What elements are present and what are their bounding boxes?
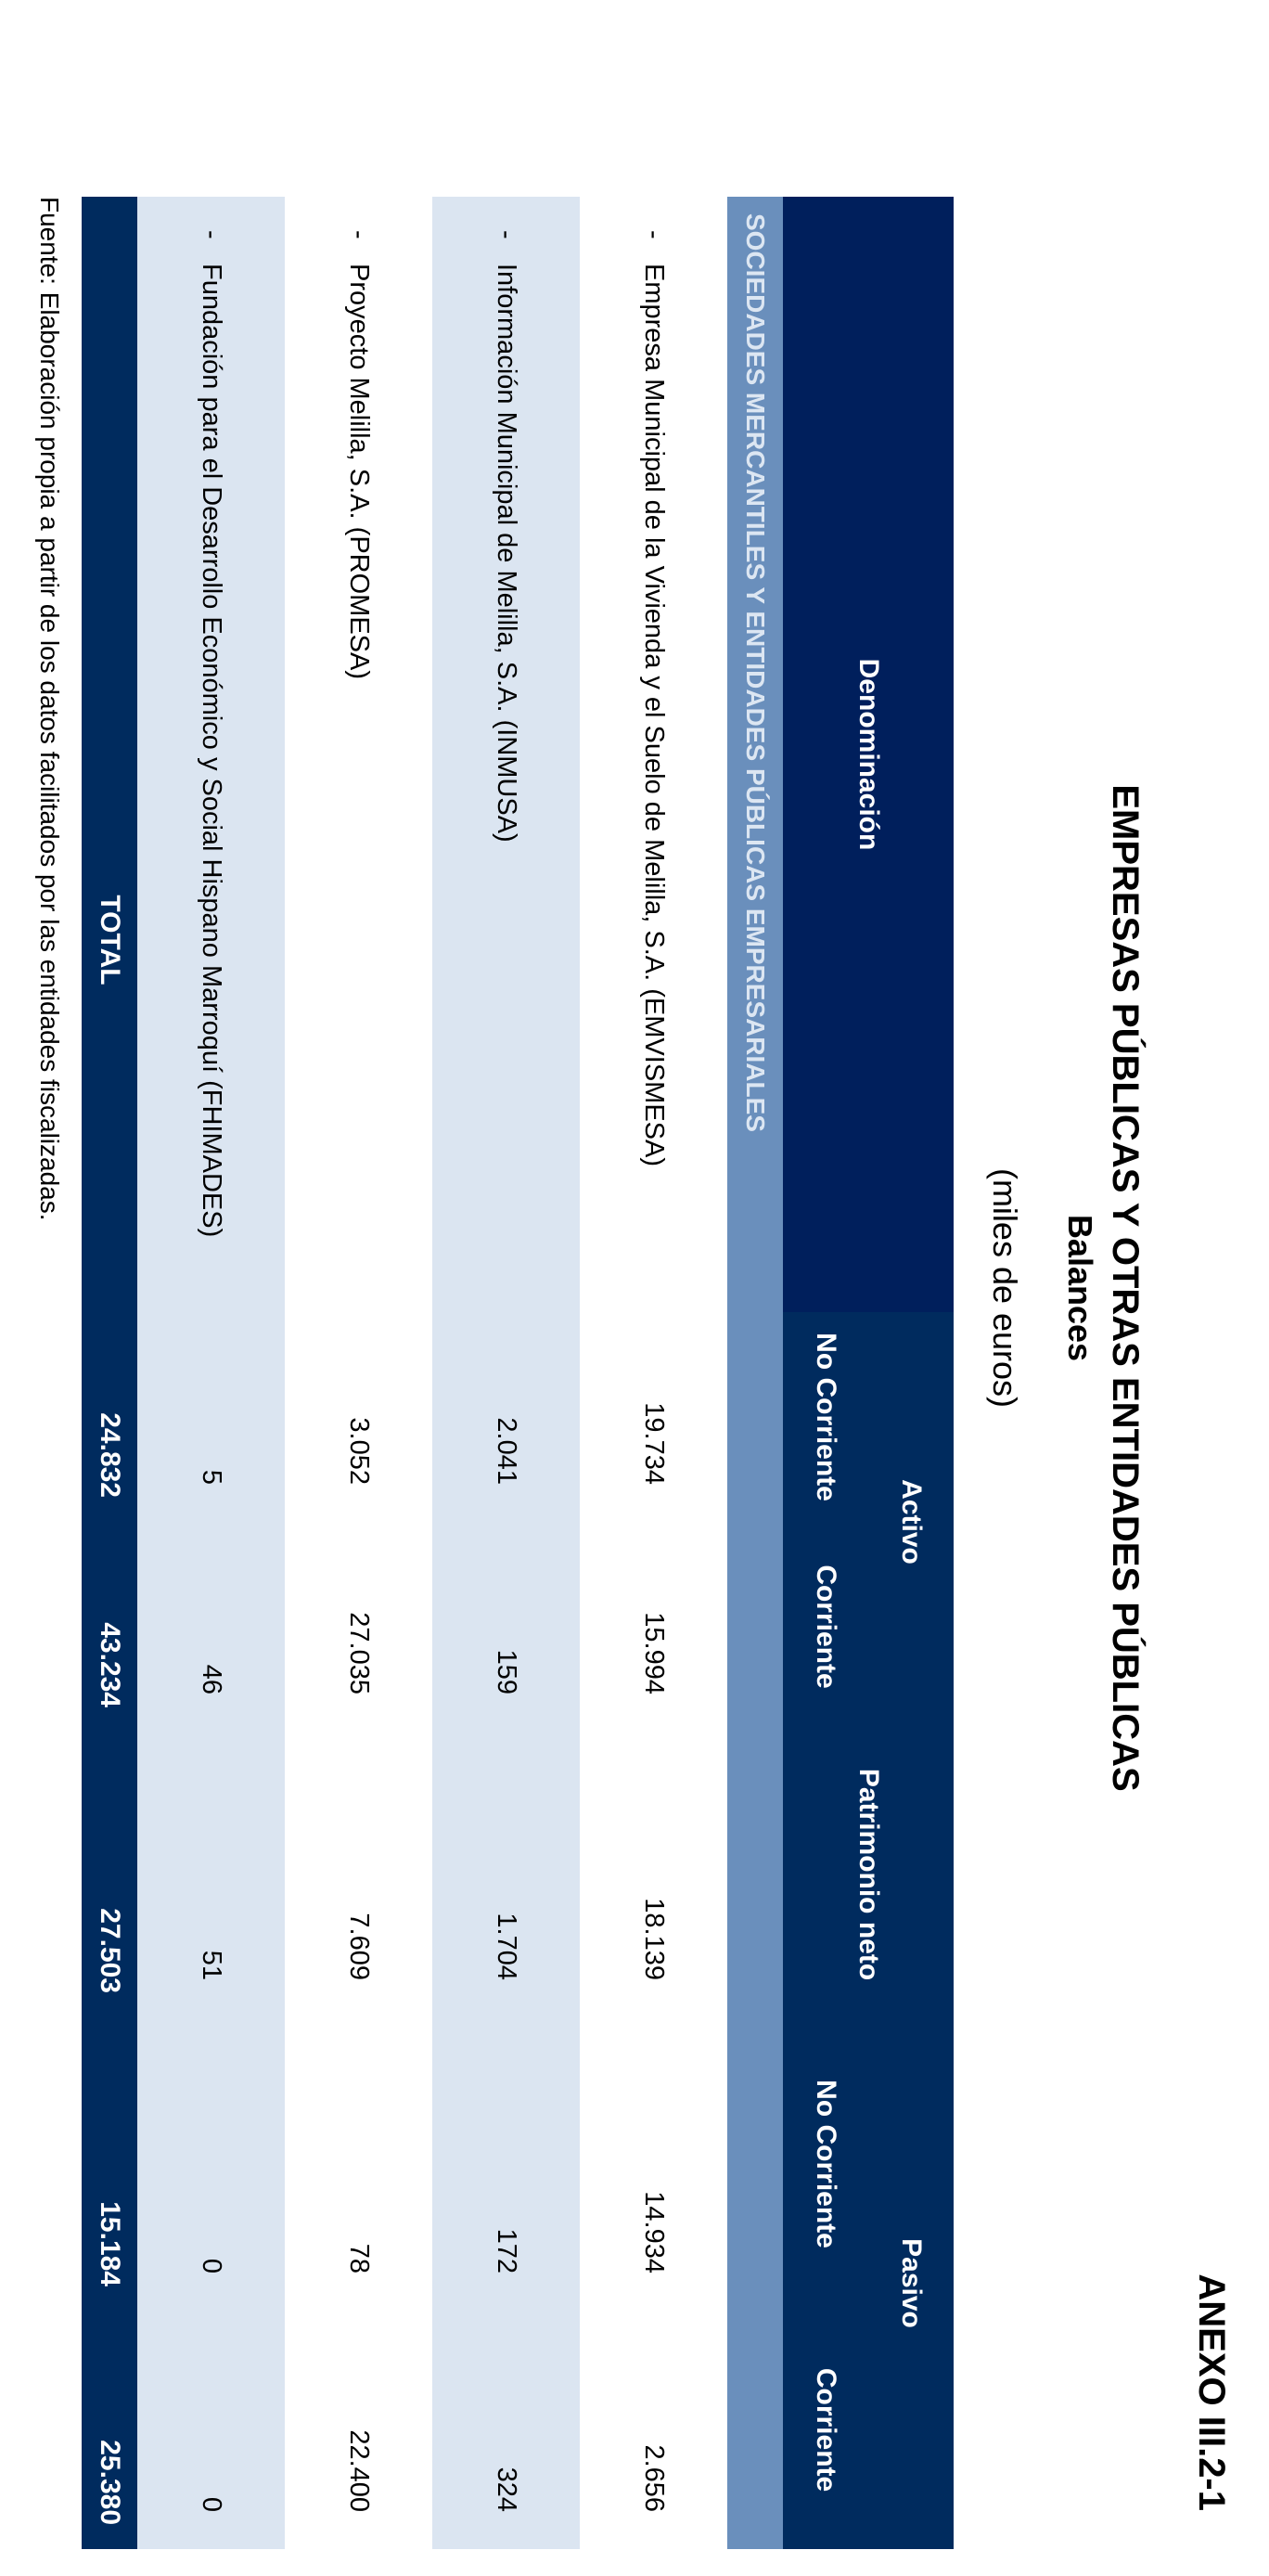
header-pasivo-no-corriente: No Corriente [783,2017,868,2311]
section-label: SOCIEDADES MERCANTILES Y ENTIDADES PÚBLICAS EMPRESARIALES [727,197,783,1312]
header-row-top [868,197,954,2549]
cell-activo-no-corriente: 3.052 [285,1312,432,1522]
cell-patrimonio-neto: 1.704 [432,1732,580,2017]
row-bullet: - [197,230,226,239]
cell-pasivo-corriente: 324 [432,2311,580,2549]
table-row [137,197,285,2549]
row-label [137,197,285,1312]
table-row [285,197,432,2549]
cell-patrimonio-neto: 7.609 [285,1732,432,2017]
cell-activo-no-corriente: 5 [137,1312,285,1522]
balances-table [82,197,954,2549]
cell-pasivo-no-corriente: 172 [432,2017,580,2311]
row-bullet: - [492,230,521,239]
cell-pasivo-corriente: 2.656 [580,2311,727,2549]
row-label [432,197,580,1312]
total-row [82,197,137,2549]
cell-patrimonio-neto: 18.139 [580,1732,727,2017]
cell-pasivo-corriente: 22.400 [285,2311,432,2549]
header-activo-no-corriente: No Corriente [783,1312,868,1522]
annex-label: ANEXO III.2-1 [1191,2273,1232,2511]
cell-activo-corriente: 159 [432,1522,580,1732]
cell-activo-no-corriente: 19.734 [580,1312,727,1522]
cell-activo-no-corriente: 2.041 [432,1312,580,1522]
header-patrimonio-neto: Patrimonio neto [783,1732,954,2017]
cell-pasivo-no-corriente: 14.934 [580,2017,727,2311]
row-bullet: - [344,230,374,239]
row-label [580,197,727,1312]
header-pasivo: Pasivo [868,2017,954,2549]
header-activo: Activo [868,1312,954,1732]
row-name: Empresa Municipal de la Vivienda y el Suelo de Melilla, S.A. (EMVISMESA) [639,264,669,1167]
cell-pasivo-no-corriente: 78 [285,2017,432,2311]
units-label: (miles de euros) [986,1167,1024,1409]
page-title: EMPRESAS PÚBLICAS Y OTRAS ENTIDADES PÚBLICAS [1105,784,1146,1792]
page-subtitle: Balances [1061,1214,1099,1362]
header-pasivo-corriente: Corriente [783,2311,868,2549]
total-activo-corriente: 43.234 [82,1522,137,1732]
table-row [432,197,580,2549]
total-activo-no-corriente: 24.832 [82,1312,137,1522]
row-name: Información Municipal de Melilla, S.A. (INMUSA) [492,264,521,843]
total-patrimonio-neto: 27.503 [82,1732,137,2017]
row-name: Fundación para el Desarrollo Económico y Social Hispano Marroquí (FHIMADES) [197,264,226,1238]
source-note: Fuente: Elaboración propia a partir de los datos facilitados por las entidades fiscalizadas. [35,197,64,1221]
header-denominacion: Denominación [783,197,954,1312]
header-activo-corriente: Corriente [783,1522,868,1732]
cell-patrimonio-neto: 51 [137,1732,285,2017]
row-bullet: - [639,230,669,239]
cell-pasivo-no-corriente: 0 [137,2017,285,2311]
cell-pasivo-corriente: 0 [137,2311,285,2549]
cell-activo-corriente: 46 [137,1522,285,1732]
row-label [285,197,432,1312]
total-pasivo-no-corriente: 15.184 [82,2017,137,2311]
row-name: Proyecto Melilla, S.A. (PROMESA) [344,264,374,679]
cell-activo-corriente: 15.994 [580,1522,727,1732]
table-row [580,197,727,2549]
total-pasivo-corriente: 25.380 [82,2311,137,2549]
section-row [727,197,783,2549]
total-label: TOTAL [82,197,137,1312]
cell-activo-corriente: 27.035 [285,1522,432,1732]
